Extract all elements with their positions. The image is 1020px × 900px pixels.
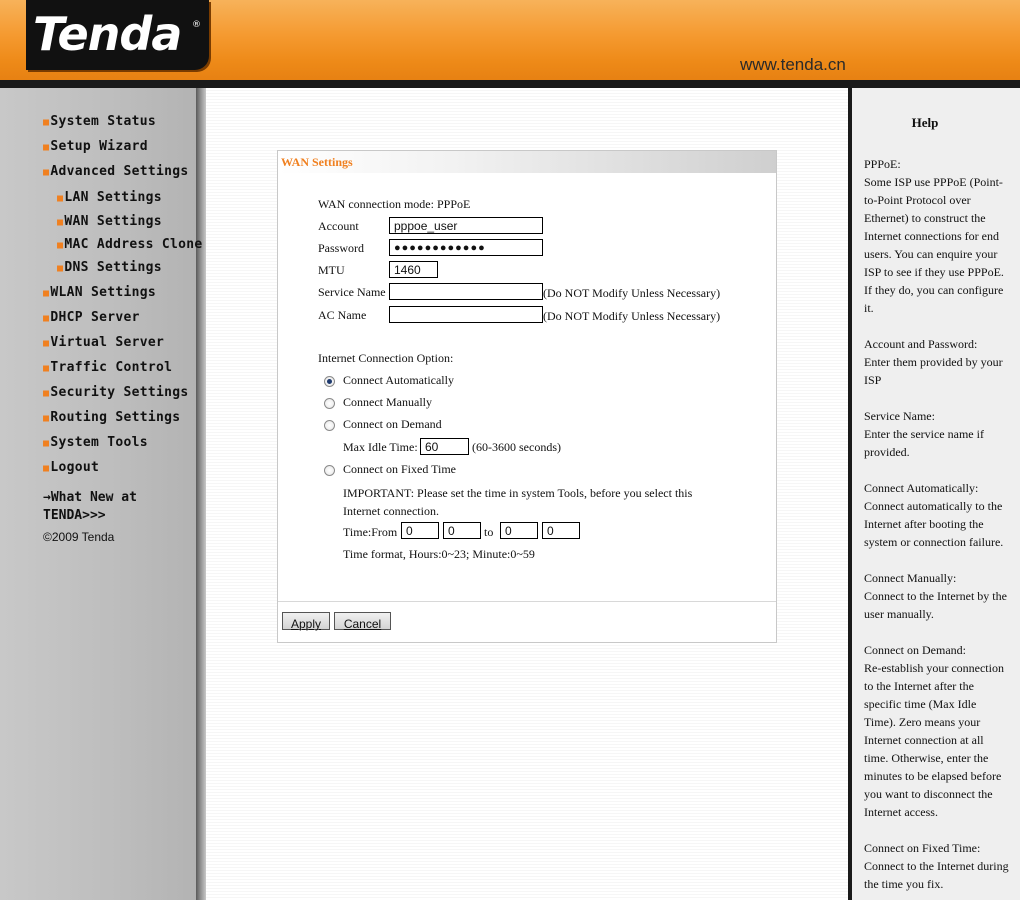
nav-system-tools[interactable]: [43, 435, 148, 450]
connect-automatically-label: Connect Automatically: [343, 373, 454, 387]
whats-new-link[interactable]: →What New at TENDA>>>: [43, 490, 137, 523]
time-to-minute-input[interactable]: 0: [542, 522, 580, 539]
nav-label: Advanced Settings: [50, 164, 189, 179]
nav-dhcp-server[interactable]: [43, 310, 140, 325]
apply-button[interactable]: Apply: [282, 612, 330, 630]
nav-bullet-icon: ■: [43, 338, 50, 349]
help-pane: [852, 88, 1020, 900]
panel-title: WAN Settings: [281, 155, 353, 169]
nav-label: MAC Address Clone: [64, 237, 203, 252]
nav-security-settings[interactable]: [43, 385, 188, 400]
nav-bullet-icon: ■: [43, 313, 50, 324]
time-from-label: Time:From: [343, 525, 398, 539]
nav-label: WLAN Settings: [50, 285, 156, 300]
mtu-input[interactable]: 1460: [389, 261, 438, 278]
max-idle-note: (60-3600 seconds): [472, 440, 561, 454]
nav-label: DNS Settings: [64, 260, 162, 275]
mtu-label: MTU: [318, 263, 345, 277]
nav-bullet-icon: ■: [43, 288, 50, 299]
nav-lan-settings[interactable]: [57, 190, 162, 205]
nav-label: LAN Settings: [64, 190, 162, 205]
nav-label: System Tools: [50, 435, 148, 450]
site-url: www.tenda.cn: [740, 55, 846, 74]
nav-bullet-icon: ■: [57, 193, 64, 204]
max-idle-label: Max Idle Time:: [343, 440, 418, 454]
nav-wan-settings[interactable]: [57, 214, 162, 229]
service-name-label: Service Name: [318, 285, 386, 299]
nav-routing-settings[interactable]: [43, 410, 180, 425]
wan-settings-panel: [277, 150, 777, 643]
logo-text: Tenda: [33, 7, 182, 61]
nav-mac-address-clone[interactable]: [57, 237, 202, 252]
important-note: IMPORTANT: Please set the time in system Tools, before you select this Internet connection.: [343, 486, 693, 518]
help-service-name: Service Name: Enter the service name if provided.: [864, 409, 984, 459]
ac-name-note: (Do NOT Modify Unless Necessary): [543, 309, 721, 323]
wan-mode-label: WAN connection mode: PPPoE: [318, 197, 471, 211]
time-format-note: Time format, Hours:0~23; Minute:0~59: [343, 547, 535, 561]
nav-bullet-icon: ■: [43, 413, 50, 424]
help-connect-on-demand: Connect on Demand: Re-establish your connection to the Internet after the specific time (Max Idle Time). Zero means your Internet connection at all time. Otherwise, enter the minutes to be elapsed before you want to disconnect the Internet access.: [864, 643, 1004, 819]
radio-connect-automatically[interactable]: [324, 376, 335, 387]
nav-label: WAN Settings: [64, 214, 162, 229]
radio-connect-fixed-time[interactable]: [324, 465, 335, 476]
help-connect-automatically: Connect Automatically: Connect automatically to the Internet after booting the system or connection failure.: [864, 481, 1004, 549]
max-idle-input[interactable]: 60: [420, 438, 469, 455]
help-account-password: Account and Password: Enter them provided by your ISP: [864, 337, 1003, 387]
help-pppoe: PPPoE: Some ISP use PPPoE (Point-to-Point Protocol over Ethernet) to construct the Internet connections for end users. You can enquire your ISP to see if they use PPPoE. If they do, you can configure it.: [864, 157, 1004, 315]
connect-fixed-time-label: Connect on Fixed Time: [343, 462, 457, 476]
logo-registered-mark: ®: [192, 20, 201, 30]
panel-separator: [278, 601, 776, 602]
time-from-minute-input[interactable]: 0: [443, 522, 481, 539]
time-to-hour-input[interactable]: 0: [500, 522, 538, 539]
nav-dns-settings[interactable]: [57, 260, 162, 275]
copyright: ©2009 Tenda: [43, 530, 115, 544]
help-connect-fixed-time: Connect on Fixed Time: Connect to the Internet during the time you fix.: [864, 841, 1009, 891]
nav-bullet-icon: ■: [43, 438, 50, 449]
nav-bullet-icon: ■: [43, 142, 50, 153]
account-input[interactable]: pppoe_user: [389, 217, 543, 234]
nav-bullet-icon: ■: [43, 363, 50, 374]
service-name-note: (Do NOT Modify Unless Necessary): [543, 286, 721, 300]
password-label: Password: [318, 241, 365, 255]
service-name-input[interactable]: [389, 283, 543, 300]
nav-bullet-icon: ■: [57, 240, 64, 251]
nav-bullet-icon: ■: [43, 388, 50, 399]
nav-logout[interactable]: [43, 460, 99, 475]
nav-bullet-icon: ■: [57, 263, 64, 274]
nav-label: Traffic Control: [50, 360, 173, 375]
nav-label: DHCP Server: [50, 310, 140, 325]
left-nav-edge: [196, 88, 206, 900]
nav-bullet-icon: ■: [57, 217, 64, 228]
nav-label: Logout: [50, 460, 100, 475]
radio-connect-manually[interactable]: [324, 398, 335, 409]
nav-traffic-control[interactable]: [43, 360, 172, 375]
nav-label: Routing Settings: [50, 410, 181, 425]
password-input[interactable]: ●●●●●●●●●●●●: [389, 239, 543, 256]
radio-connect-on-demand[interactable]: [324, 420, 335, 431]
time-to-label: to: [484, 525, 494, 539]
nav-label: System Status: [50, 114, 156, 129]
header-banner: [0, 0, 1020, 88]
header-divider: [0, 80, 1020, 88]
panel-title-bar: [278, 151, 776, 173]
nav-advanced-settings[interactable]: [43, 164, 188, 179]
time-from-hour-input[interactable]: 0: [401, 522, 439, 539]
help-connect-manually: Connect Manually: Connect to the Internet by the user manually.: [864, 571, 1007, 621]
connection-option-label: Internet Connection Option:: [318, 351, 454, 365]
nav-bullet-icon: ■: [43, 117, 50, 128]
nav-bullet-icon: ■: [43, 167, 50, 178]
nav-virtual-server[interactable]: [43, 335, 164, 350]
ac-name-label: AC Name: [318, 308, 367, 322]
nav-label: Setup Wizard: [50, 139, 148, 154]
nav-label: Security Settings: [50, 385, 189, 400]
help-title: Help: [911, 115, 939, 130]
account-label: Account: [318, 219, 359, 233]
connect-manually-label: Connect Manually: [343, 395, 432, 409]
nav-setup-wizard[interactable]: [43, 139, 148, 154]
nav-bullet-icon: ■: [43, 463, 50, 474]
nav-system-status[interactable]: [43, 114, 156, 129]
connect-on-demand-label: Connect on Demand: [343, 417, 442, 431]
ac-name-input[interactable]: [389, 306, 543, 323]
cancel-button[interactable]: Cancel: [334, 612, 391, 630]
nav-wlan-settings[interactable]: [43, 285, 156, 300]
nav-label: Virtual Server: [50, 335, 165, 350]
